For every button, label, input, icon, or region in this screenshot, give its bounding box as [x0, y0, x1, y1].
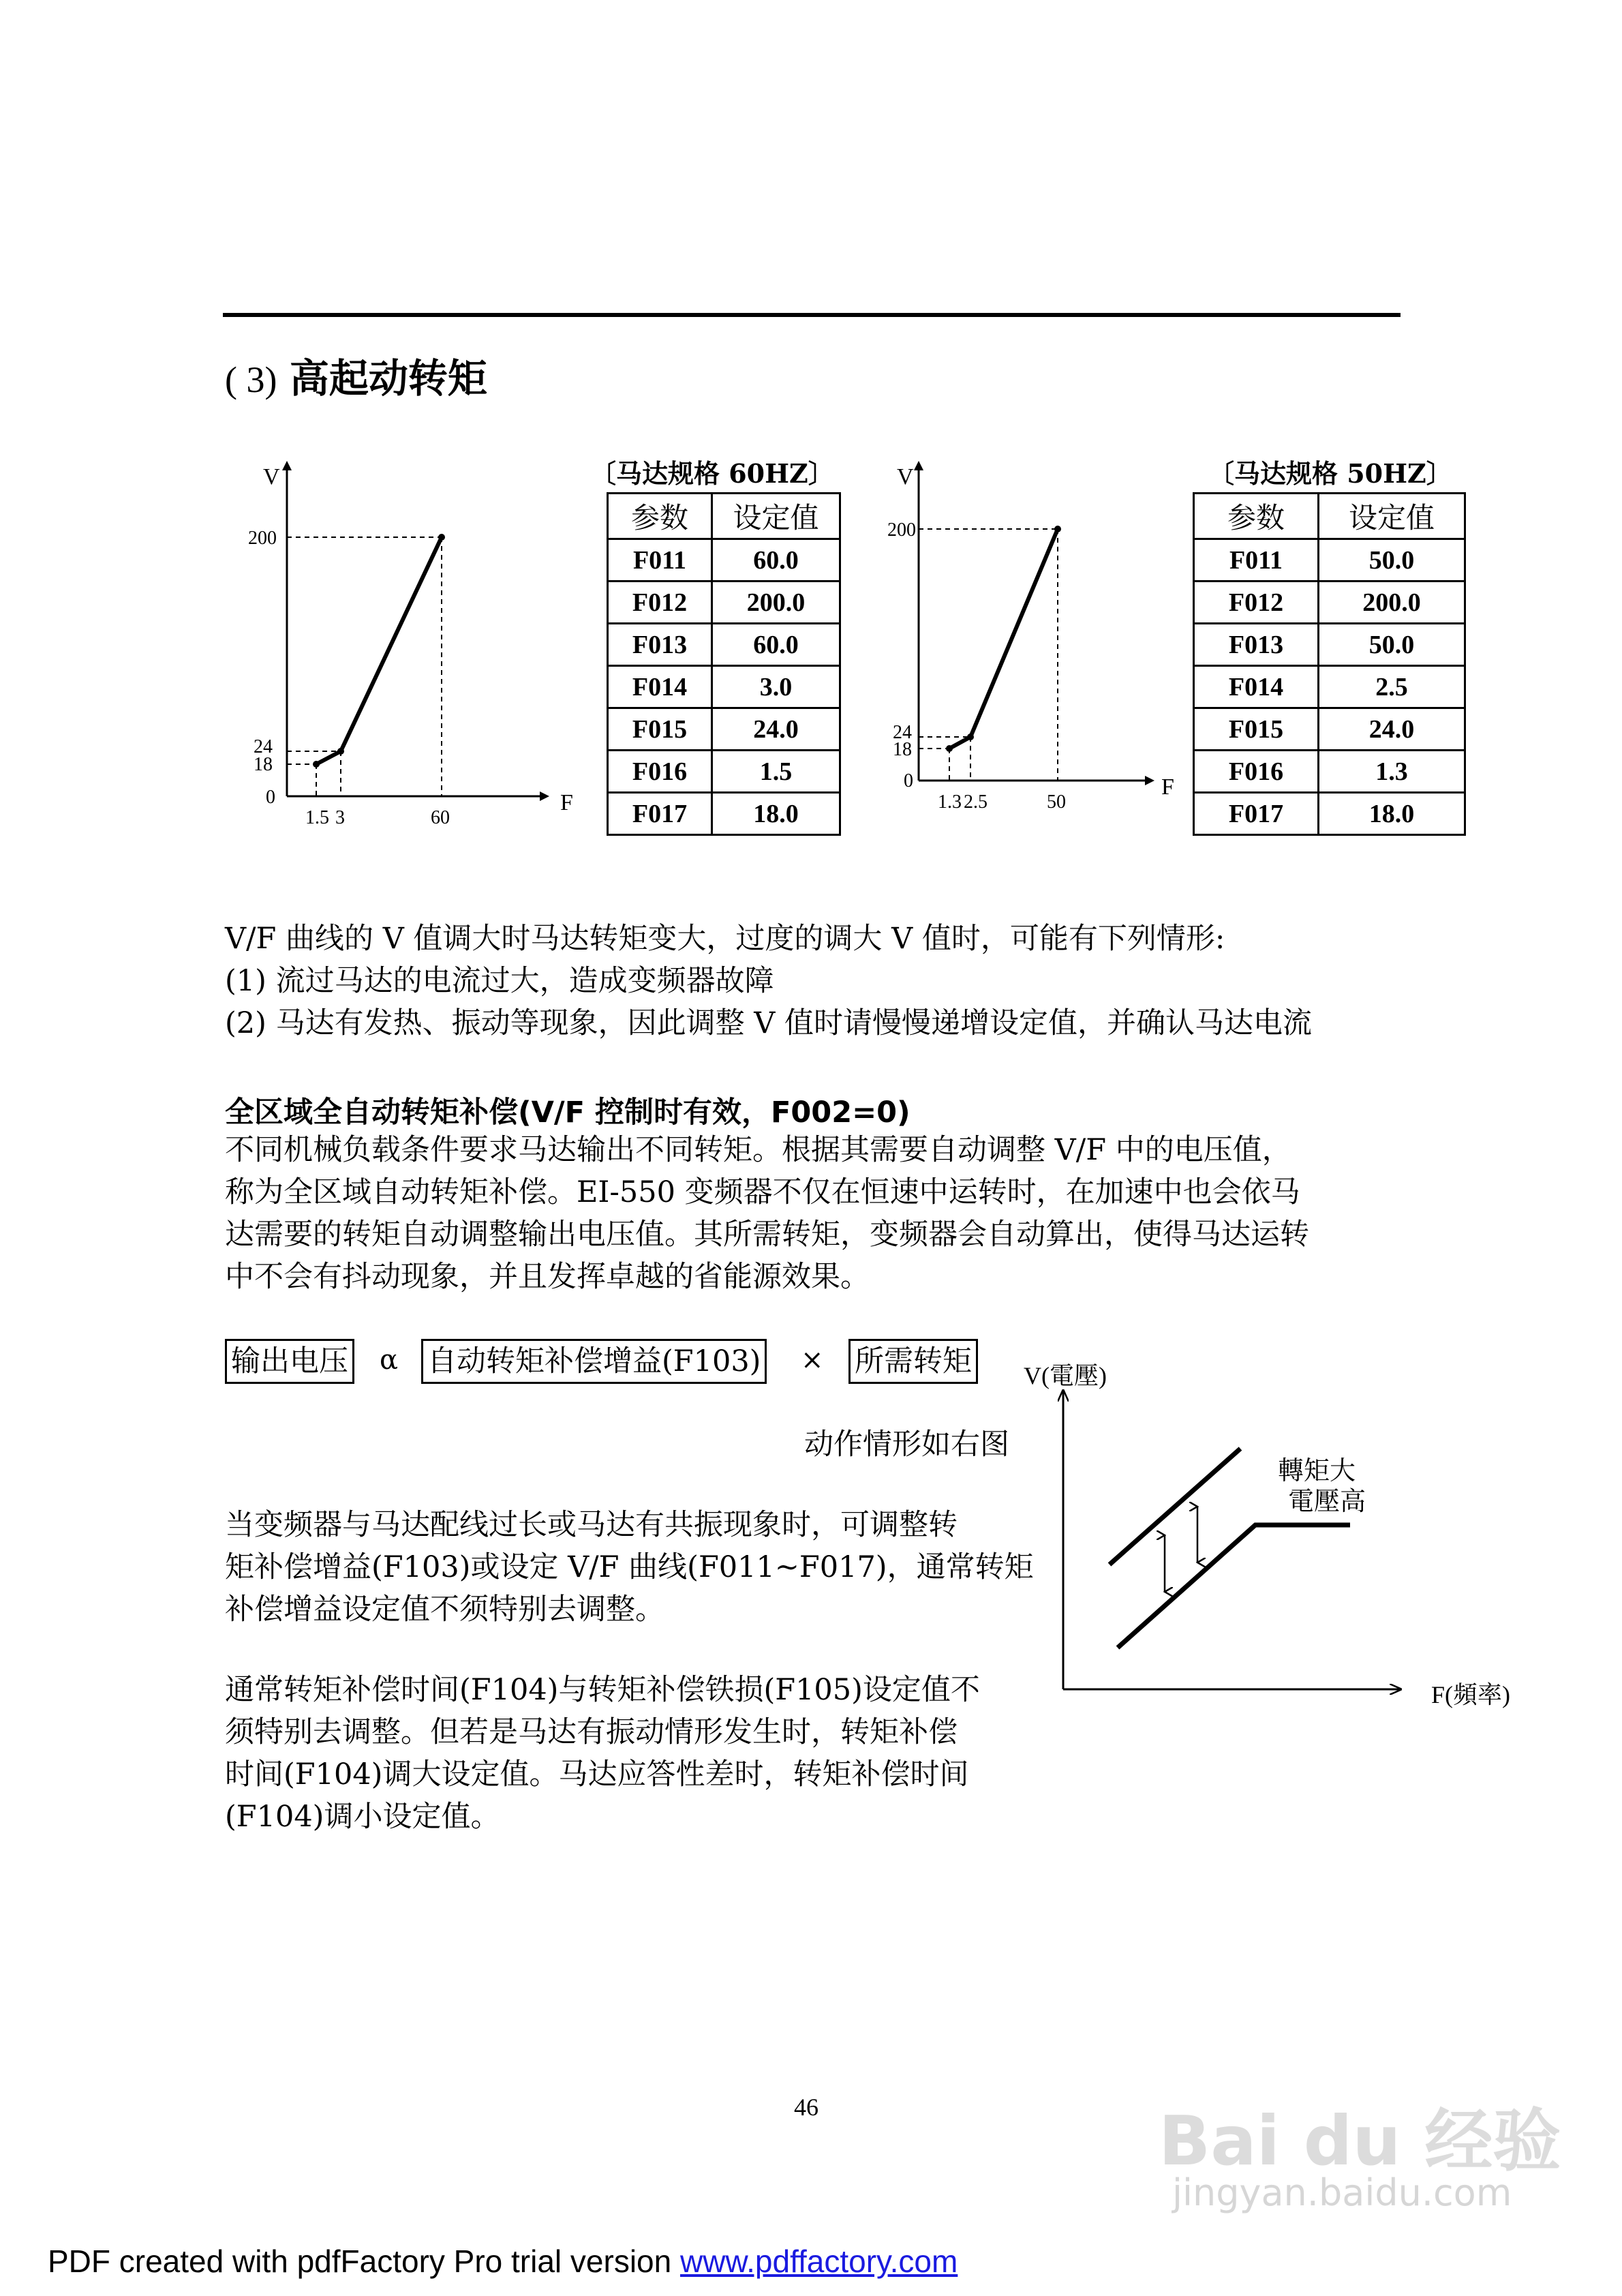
- time-para-line: 须特别去调整。但若是马达有振动情形发生时，转矩补偿: [225, 1715, 958, 1749]
- cell-param: F015: [608, 708, 712, 751]
- cell-value: 3.0: [712, 666, 840, 708]
- vf-chart-60hz: [232, 450, 586, 845]
- ytick-0: 0: [266, 787, 275, 808]
- cell-value: 200.0: [1319, 581, 1465, 624]
- header-value: 设定值: [712, 494, 840, 539]
- table-row: [1194, 539, 1465, 581]
- annotation-voltage-high: 電壓高: [1288, 1487, 1366, 1516]
- cell-param: F013: [608, 624, 712, 666]
- table-row: [1194, 581, 1465, 624]
- vf-item-2: (2) 马达有发热、振动等现象，因此调整 V 值时请慢慢递增设定值，并确认马达电流: [225, 1006, 1312, 1040]
- lower-curve: [1118, 1525, 1350, 1648]
- xtick-2-5: 2.5: [964, 791, 988, 813]
- formula-proportional-symbol: α: [380, 1344, 399, 1376]
- auto-torque-line: 达需要的转矩自动调整输出电压值。其所需转矩，变频器会自动算出，使得马达运转: [225, 1218, 1309, 1252]
- gain-para-line: 补偿增益设定值不须特别去调整。: [225, 1592, 664, 1627]
- cell-value: 1.3: [1319, 751, 1465, 793]
- formula-required-torque: 所需转矩: [848, 1339, 978, 1384]
- footer-link[interactable]: www.pdffactory.com: [680, 2244, 958, 2279]
- cell-param: F017: [608, 793, 712, 835]
- x-axis-label: F: [560, 790, 573, 815]
- table-row: [608, 793, 840, 835]
- section-number: ( 3): [225, 359, 277, 400]
- action-note: 动作情形如右图: [804, 1428, 1009, 1462]
- table-60hz-caption: 〔马达规格 60HZ〕: [590, 458, 834, 489]
- auto-torque-line: 中不会有抖动现象，并且发挥卓越的省能源效果。: [225, 1260, 870, 1294]
- table-row: [608, 708, 840, 751]
- y-axis-label: V: [263, 464, 280, 489]
- ytick-200: 200: [887, 519, 916, 541]
- vf-item-1: (1) 流过马达的电流过大，造成变频器故障: [225, 964, 774, 998]
- header-value: 设定值: [1319, 494, 1465, 539]
- formula-times-symbol: ×: [801, 1344, 824, 1376]
- table-row: [608, 624, 840, 666]
- point-2: [337, 748, 344, 755]
- auto-torque-line: 不同机械负载条件要求马达输出不同转矩。根据其需要自动调整 V/F 中的电压值，: [225, 1133, 1291, 1167]
- table-row: [1194, 666, 1465, 708]
- torque-compensation-diagram: [1022, 1357, 1540, 1725]
- xtick-3: 3: [335, 807, 345, 828]
- table-row: [1194, 624, 1465, 666]
- table-row: [1194, 708, 1465, 751]
- point-3: [438, 534, 445, 541]
- header-param: 参数: [608, 494, 712, 539]
- table-header-row: [608, 494, 840, 539]
- cell-value: 50.0: [1319, 624, 1465, 666]
- cell-value: 50.0: [1319, 539, 1465, 581]
- time-para-line: (F104)调小设定值。: [225, 1800, 500, 1834]
- cell-param: F016: [1194, 751, 1319, 793]
- table-50hz-caption: 〔马达规格 50HZ〕: [1208, 458, 1452, 489]
- gain-para-line: 当变频器与马达配线过长或马达有共振现象时，可调整转: [225, 1508, 958, 1542]
- cell-param: F014: [1194, 666, 1319, 708]
- section-title-text: 高起动转矩: [289, 355, 487, 402]
- x-axis-label: F: [1161, 774, 1174, 800]
- ytick-0: 0: [904, 770, 913, 791]
- cell-param: F011: [608, 539, 712, 581]
- ytick-24: 24: [254, 736, 273, 757]
- ytick-18: 18: [254, 754, 273, 775]
- x-axis-label: F(頻率): [1431, 1681, 1510, 1708]
- cell-param: F017: [1194, 793, 1319, 835]
- cell-param: F012: [608, 581, 712, 624]
- vf-intro: V/F 曲线的 V 值调大时马达转矩变大，过度的调大 V 值时，可能有下列情形:: [225, 922, 1225, 956]
- vf-curve: [949, 529, 1058, 749]
- time-para-line: 时间(F104)调大设定值。马达应答性差时，转矩补偿时间: [225, 1757, 969, 1792]
- point-2: [967, 734, 974, 740]
- top-rule: [223, 313, 1401, 317]
- table-row: [608, 666, 840, 708]
- table-row: [608, 539, 840, 581]
- cell-param: F013: [1194, 624, 1319, 666]
- cell-value: 60.0: [712, 539, 840, 581]
- xtick-50: 50: [1047, 791, 1066, 813]
- point-1: [946, 745, 953, 752]
- ytick-18: 18: [893, 739, 912, 760]
- y-axis-label: V: [897, 464, 914, 489]
- cell-param: F012: [1194, 581, 1319, 624]
- table-row: [608, 751, 840, 793]
- table-row: [1194, 751, 1465, 793]
- section-title: [225, 346, 487, 404]
- vf-curve: [316, 537, 442, 764]
- time-para-line: 通常转矩补偿时间(F104)与转矩补偿铁损(F105)设定值不: [225, 1673, 980, 1707]
- auto-torque-heading: 全区域全自动转矩补偿(V/F 控制时有效，F002=0): [225, 1096, 911, 1130]
- formula-output-voltage: 输出电压: [225, 1339, 354, 1384]
- footer-text: PDF created with pdfFactory Pro trial version: [48, 2244, 680, 2279]
- xtick-1-3: 1.3: [938, 791, 962, 813]
- baidu-watermark-url: jingyan.baidu.com: [1172, 2171, 1512, 2214]
- header-param: 参数: [1194, 494, 1319, 539]
- cell-value: 2.5: [1319, 666, 1465, 708]
- cell-param: F011: [1194, 539, 1319, 581]
- vf-chart-50hz: [879, 450, 1193, 832]
- table-row: [608, 581, 840, 624]
- table-row: [1194, 793, 1465, 835]
- cell-param: F015: [1194, 708, 1319, 751]
- xtick-1-5: 1.5: [305, 807, 329, 828]
- point-3: [1054, 526, 1061, 532]
- table-header-row: [1194, 494, 1465, 539]
- page-number: 46: [794, 2094, 818, 2121]
- baidu-watermark-logo: Bai du 经验: [1159, 2101, 1561, 2181]
- param-table-50hz: [1193, 492, 1466, 836]
- pdf-footer: [48, 2243, 958, 2280]
- upper-curve: [1110, 1449, 1240, 1565]
- cell-value: 24.0: [712, 708, 840, 751]
- annotation-torque-large: 轉矩大: [1278, 1457, 1356, 1485]
- cell-value: 18.0: [1319, 793, 1465, 835]
- cell-value: 60.0: [712, 624, 840, 666]
- cell-value: 18.0: [712, 793, 840, 835]
- param-table-60hz: [607, 492, 841, 836]
- ytick-200: 200: [248, 528, 277, 549]
- cell-param: F016: [608, 751, 712, 793]
- y-axis-label: V(電壓): [1024, 1362, 1107, 1389]
- gain-para-line: 矩补偿增益(F103)或设定 V/F 曲线(F011~F017)，通常转矩: [225, 1550, 1034, 1584]
- auto-torque-line: 称为全区域自动转矩补偿。EI-550 变频器不仅在恒速中运转时，在加速中也会依马: [225, 1175, 1300, 1209]
- cell-param: F014: [608, 666, 712, 708]
- point-1: [313, 761, 320, 768]
- formula-gain-box: 自动转矩补偿增益(F103): [421, 1339, 767, 1384]
- cell-value: 24.0: [1319, 708, 1465, 751]
- cell-value: 200.0: [712, 581, 840, 624]
- cell-value: 1.5: [712, 751, 840, 793]
- ytick-24: 24: [893, 722, 912, 743]
- xtick-60: 60: [431, 807, 450, 828]
